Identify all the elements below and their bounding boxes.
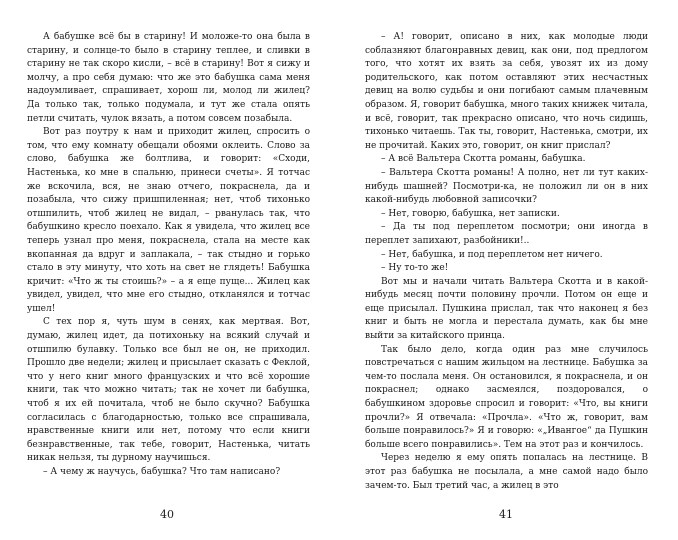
paragraph: – А всё Вальтера Скотта романы, бабушка. [381, 154, 586, 165]
page-number-right: 41 [499, 508, 513, 521]
left-page [27, 31, 310, 480]
page-number-left: 40 [160, 508, 174, 521]
paragraph: – Нет, говорю, бабушка, нет записки. [381, 208, 560, 219]
paragraph: – Вальтера Скотта романы! А полно, нет ли тут каких-нибудь шашней? Посмотри-ка, не положил ли он в них какой-нибудь любовной записочки? [365, 167, 648, 206]
paragraph: А бабушке всё бы в старину! И моложе-то она была в старину, и солнце-то было в старину теплее, и сливки в старину не так скоро кисли, – всё в старину! Вот я сижу и молчу, а про себя думаю: что же это бабушка сама меня надоумливает, спрашивает, хорош ли, молод ли жилец? Да только так, только подумала, и тут же стала опять петли считать, чулок вязать, а потом совсем позабыла. [27, 32, 310, 124]
paragraph: Через неделю я ему опять попалась на лестнице. В этот раз бабушка не посылала, а мне самой надо было зачем-то. Был третий час, а жилец в это [365, 453, 648, 491]
paragraph: – А! говорит, описано в них, как молодые люди соблазняют благонравных девиц, как они, под предлогом того, что хотят их взять за себя, увозят их из дому родительского, как потом оставляют этих несчастных девиц на волю судьбы и они погибают самым плачевным образом. Я, говорит бабушка, много таких книжек читала, и всё, говорит, так прекрасно описано, что ночь сидишь, тихонько читаешь. Так ты, говорит, Настенька, смотри, их не прочитай. Каких это, говорит, он книг прислал? [365, 32, 648, 151]
paragraph: Вот раз поутру к нам и приходит жилец, спросить о том, что ему комнату обещали обоями оклеить. Слово за слово, бабушка же болтлива, и говорит: «Сходи, Настенька, ко мне в спальню, принеси счеты». Я тотчас же вскочила, вся, не знаю отчего, покраснела, да и позабыла, что сижу пришпиленная; нет, чтоб тихонько отшпилить, чтоб жилец не видал, – рванулась так, что бабушкино кресло поехало. Как я увидела, что жилец все теперь узнал про меня, покраснела, стала на месте как вкопанная да вдруг и заплакала, – так стыдно и горько стало в эту минуту, что хоть на свет не глядеть! Бабушка кричит: «Что ж ты стоишь?» – а я еще пуще... Жилец как увидел, увидел, что мне его стыдно, откланялся и тотчас ушел! [27, 127, 310, 314]
right-page [365, 31, 648, 493]
paragraph: С тех пор я, чуть шум в сенях, как мертвая. Вот, думаю, жилец идет, да потихоньку на всякий случай и отшпилю булавку. Только все был не он, не приходил. Прошло две недели; жилец и присылает сказать с Феклой, что у него книг много французских и что всё хорошие книги, так что можно читать; так не хочет ли бабушка, чтоб я их ей почитала, чтоб не было скучно? Бабушка согласилась с благодарностью, только все спрашивала, нравственные книги или нет, потому что если книги безнравственные, так тебе, говорит, Настенька, читать никак нельзя, ты дурному научишься. [27, 317, 310, 464]
paragraph: – Ну то-то же! [381, 263, 449, 274]
paragraph: – Нет, бабушка, и под переплетом нет ничего. [381, 249, 603, 260]
paragraph: – Да ты под переплетом посмотри; они иногда в переплет запихают, разбойники!.. [365, 222, 648, 246]
paragraph: – А чему ж научусь, бабушка? Что там написано? [43, 467, 281, 477]
paragraph: Так было дело, когда один раз мне случилось повстречаться с нашим жильцом на лестнице. Бабушка за чем-то послала меня. Он остановился, я покраснела, и он покраснел; однако засмеялся, поздоровался, о бабушкином здоровье спросил и говорит: «Что, вы книги прочли?» Я отвечала: «Прочла». «Что ж, говорит, вам больше понравилось?» Я и говорю: «„Ивангое“ да Пушкин больше всего понравились». Тем на этот раз и кончилось. [365, 344, 648, 450]
paragraph: Вот мы и начали читать Вальтера Скотта и в какой-нибудь месяц почти половину прочли. Потом он еще и еще присылал. Пушкина прислал, так что наконец я без книг и быть не могла и перестала думать, как бы мне выйти за китайского принца. [365, 276, 648, 342]
